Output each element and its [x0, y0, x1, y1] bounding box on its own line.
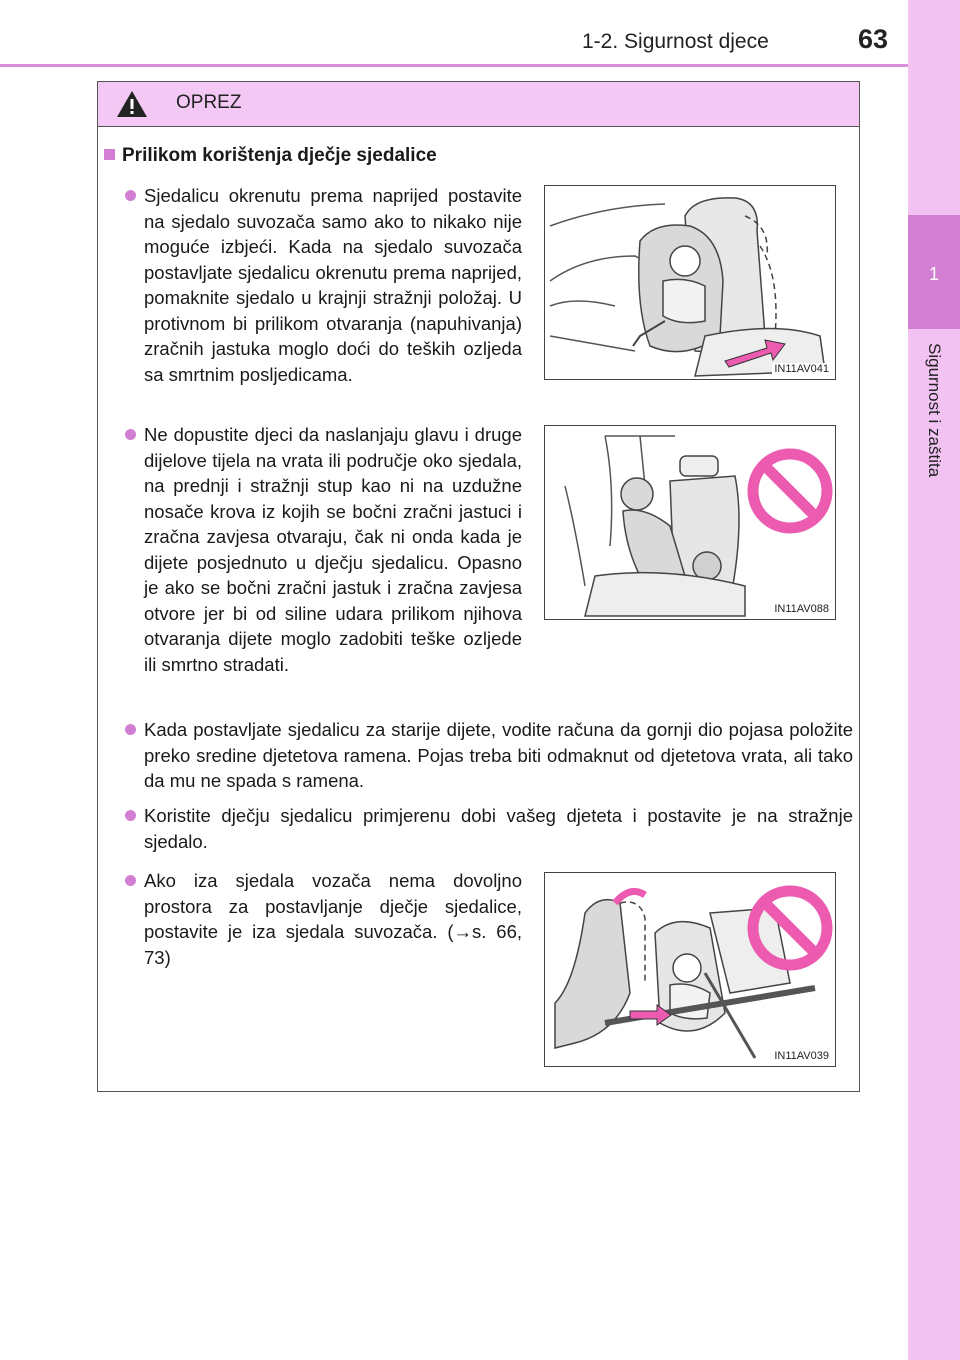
section-heading [104, 145, 437, 167]
bullet-text: Koristite dječju sjedalicu primjerenu dobi vašeg djeteta i postavite je na stražnje sjedalo. [144, 805, 853, 852]
bullet-dot-icon [125, 875, 136, 886]
child-leaning-on-door-prohibited-illustration [545, 426, 836, 620]
warning-triangle-icon [116, 90, 148, 118]
list-item [125, 803, 853, 854]
section-heading-text: Prilikom korištenja dječje sjedalice [122, 145, 437, 166]
page-number: 63 [858, 24, 889, 54]
bullet-text: Kada postavljate sjedalicu za starije dijete, vodite računa da gornji dio pojasa položite preko sredine djetetova ramena. Pojas treba biti odmaknut od djetetova vrata, ali tako da mu ne spada s ramena. [144, 719, 853, 791]
bullet-text: Ako iza sjedala vozača nema dovoljno prostora za postavljanje dječje sjedalice, postavite je iza sjedala suvozača. (→s. 66, 73) [144, 870, 522, 968]
illustration-seat-behind-driver [544, 872, 836, 1067]
illustration-door-leaning [544, 425, 836, 620]
header-section-title: 1-2. Sigurnost djece [582, 30, 769, 53]
illustration-code: IN11AV088 [774, 603, 829, 615]
bullet-dot-icon [125, 724, 136, 735]
child-seat-behind-driver-prohibited-illustration [545, 873, 836, 1067]
bullet-text: Ne dopustite djeci da naslanjaju glavu i druge dijelove tijela na vrata ili područje oko sjedala, na prednji i stražnji stup kao ni na uzdužne nosače krova iz kojih se bočni zračni jastuci i zračna zavjesa otvaraju, čak ni onda kada je dijete posjednuto u dječju sjedalicu. Opasno je ako se bočni zračni jastuk i zračna zavjesa otvore jer bi od siline udara prilikom njihova otvaranja dijete moglo zadobiti teške ozljede ili smrtno stradati. [144, 424, 522, 675]
caution-header [98, 82, 859, 127]
square-bullet-icon [104, 149, 115, 160]
chapter-side-tab [908, 0, 960, 1360]
bullet-dot-icon [125, 190, 136, 201]
illustration-code: IN11AV041 [774, 363, 829, 375]
list-item [125, 717, 853, 794]
list-item [125, 422, 522, 677]
list-item [125, 868, 522, 970]
caution-label: OPREZ [176, 92, 242, 113]
illustration-code: IN11AV039 [774, 1050, 829, 1062]
illustration-forward-facing-seat [544, 185, 836, 380]
bullet-dot-icon [125, 429, 136, 440]
bullet-dot-icon [125, 810, 136, 821]
list-item [125, 183, 522, 387]
bullet-text: Sjedalicu okrenutu prema naprijed postavite na sjedalo suvozača samo ako to nikako nije moguće izbjeći. Kada na sjedalo suvozača postavljate sjedalicu okrenutu prema naprijed, pomaknite sjedalo u krajnji stražnji položaj. U protivnom bi prilikom otvaranja (napuhivanja) zračnih jastuka moglo doći do teških ozljeda sa smrtnim posljedicama. [144, 185, 522, 385]
forward-facing-child-seat-illustration [545, 186, 836, 380]
chapter-title: Sigurnost i zaštita [925, 343, 944, 478]
header-divider [0, 64, 908, 67]
chapter-number: 1 [928, 264, 939, 284]
